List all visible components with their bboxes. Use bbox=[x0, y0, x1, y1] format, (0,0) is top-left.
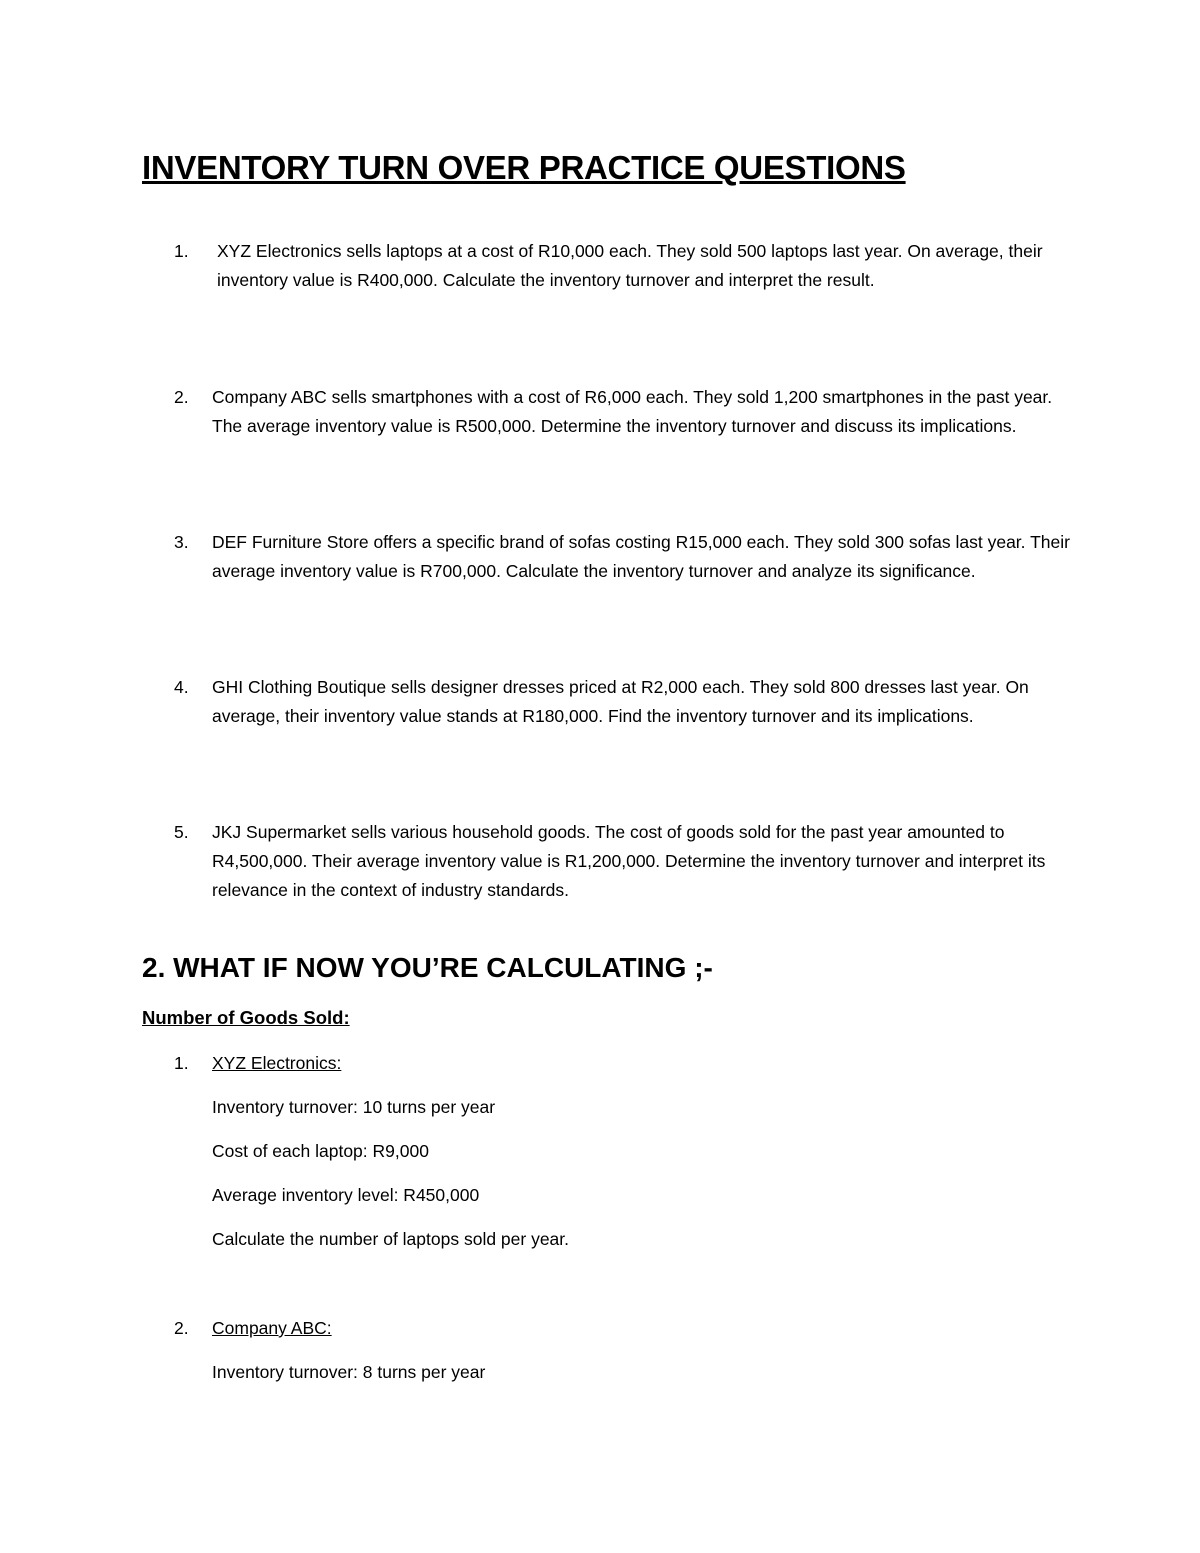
question-text: Company ABC sells smartphones with a cost of R6,000 each. They sold 1,200 smartphones in the past year. The average inventory value is R500,000. Determine the inventory turnover and discuss its implications. bbox=[212, 387, 1053, 436]
question-text: GHI Clothing Boutique sells designer dresses priced at R2,000 each. They sold 800 dresses last year. On average, their inventory value stands at R180,000. Find the inventory turnover and its implications. bbox=[212, 677, 1029, 726]
page-title: INVENTORY TURN OVER PRACTICE QUESTIONS bbox=[142, 149, 906, 186]
question-text: XYZ Electronics sells laptops at a cost of R10,000 each. They sold 500 laptops last year. On average, their inventory value is R400,000. Calculate the inventory turnover and interpret the result. bbox=[217, 241, 1043, 290]
question-number: 2. bbox=[174, 387, 189, 407]
question-number: 5. bbox=[174, 822, 189, 842]
question-number: 1. bbox=[174, 241, 189, 261]
example-line: Average inventory level: R450,000 bbox=[212, 1185, 480, 1205]
example-number: 1. bbox=[174, 1053, 189, 1073]
question-number: 3. bbox=[174, 532, 189, 552]
example-line: Cost of each laptop: R9,000 bbox=[212, 1141, 429, 1161]
example-company: XYZ Electronics: bbox=[212, 1053, 342, 1073]
example-line: Calculate the number of laptops sold per year. bbox=[212, 1229, 570, 1249]
example-line: Inventory turnover: 8 turns per year bbox=[212, 1362, 486, 1382]
example-company: Company ABC: bbox=[212, 1318, 332, 1338]
example-number: 2. bbox=[174, 1318, 189, 1338]
section-heading: 2. WHAT IF NOW YOU’RE CALCULATING ;- bbox=[142, 952, 713, 983]
example-line: Inventory turnover: 10 turns per year bbox=[212, 1097, 496, 1117]
question-text: JKJ Supermarket sells various household goods. The cost of goods sold for the past year amounted to R4,500,000. Their average inventory value is R1,200,000. Determine the inventory turnover and interpret its relevance in the context of industry standards. bbox=[212, 822, 1046, 900]
subsection-heading: Number of Goods Sold: bbox=[142, 1007, 350, 1028]
question-text: DEF Furniture Store offers a specific brand of sofas costing R15,000 each. They sold 300 sofas last year. Their average inventory value is R700,000. Calculate the inventory turnover and analyze its significance. bbox=[212, 532, 1070, 581]
question-number: 4. bbox=[174, 677, 189, 697]
